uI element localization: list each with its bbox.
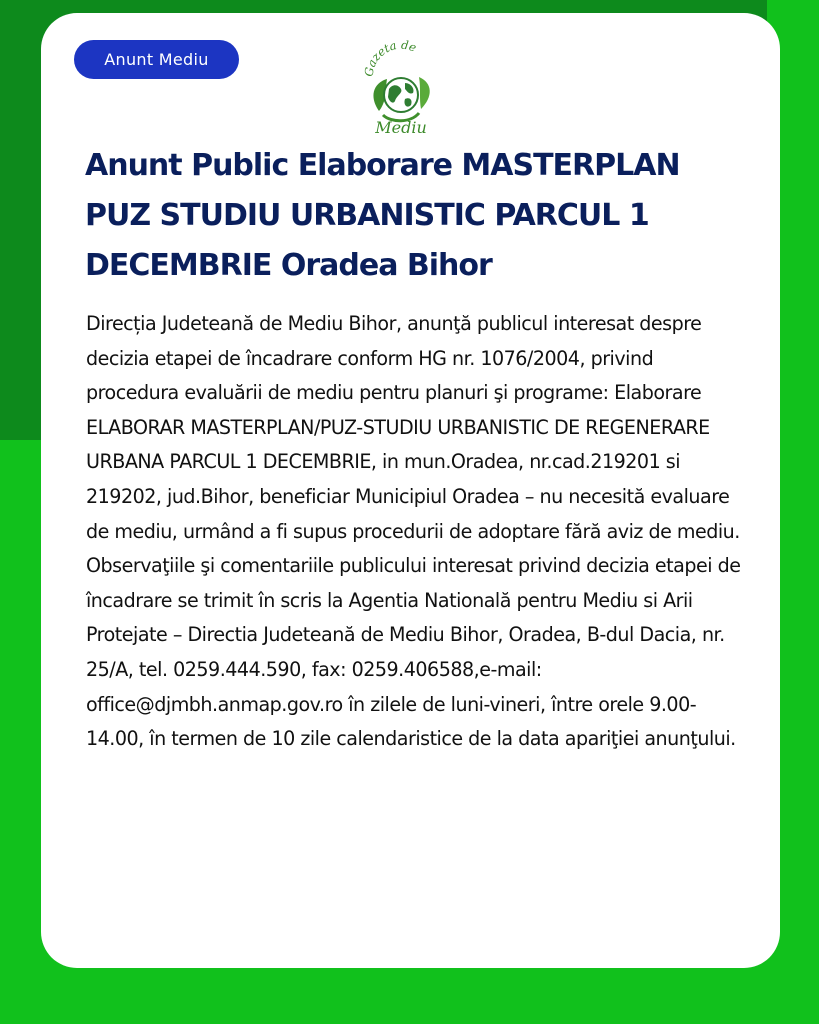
svg-text:Gazeta de: Gazeta de: [361, 39, 419, 78]
announcement-card: [41, 13, 780, 968]
svg-text:Mediu: Mediu: [375, 118, 427, 135]
announcement-title: Anunt Public Elaborare MASTERPLAN PUZ STUDIU URBANISTIC PARCUL 1 DECEMBRIE Oradea Bihor: [85, 148, 680, 283]
category-badge[interactable]: Anunt Mediu: [74, 40, 239, 79]
globe-leaf-icon: [359, 39, 443, 135]
announcement-body: Direcția Judeteană de Mediu Bihor, anunţă publicul interesat despre decizia etapei de încadrare conform HG nr. 1076/2004, privind procedura evaluării de mediu pentru planuri şi programe: Elaborare ELABORAR MASTERPLAN/PUZ-STUDIU URBANISTIC DE REGENERARE URBANA PARCUL 1 DECEMBRIE, in mun.Oradea, nr.cad.219201 si 219202, jud.Bihor, beneficiar Municipiul Oradea – nu necesită evaluare de mediu, urmând a fi supus procedurii de adoptare fără aviz de mediu. Observaţiile şi comentariile publicului interesat privind decizia etapei de încadrare se trimit în scris la Agentia Natională pentru Mediu si Arii Protejate – Directia Judeteană de Mediu Bihor, Oradea, B-dul Dacia, nr. 25/A, tel. 0259.444.590, fax: 0259.406588,e-mail: office@djmbh.anmap.gov.ro în zilele de luni-vineri, între orele 9.00-14.00, în termen de 10 zile calendaristice de la data apariţiei anunţului.: [86, 312, 741, 751]
gazeta-de-mediu-logo: [359, 39, 443, 135]
